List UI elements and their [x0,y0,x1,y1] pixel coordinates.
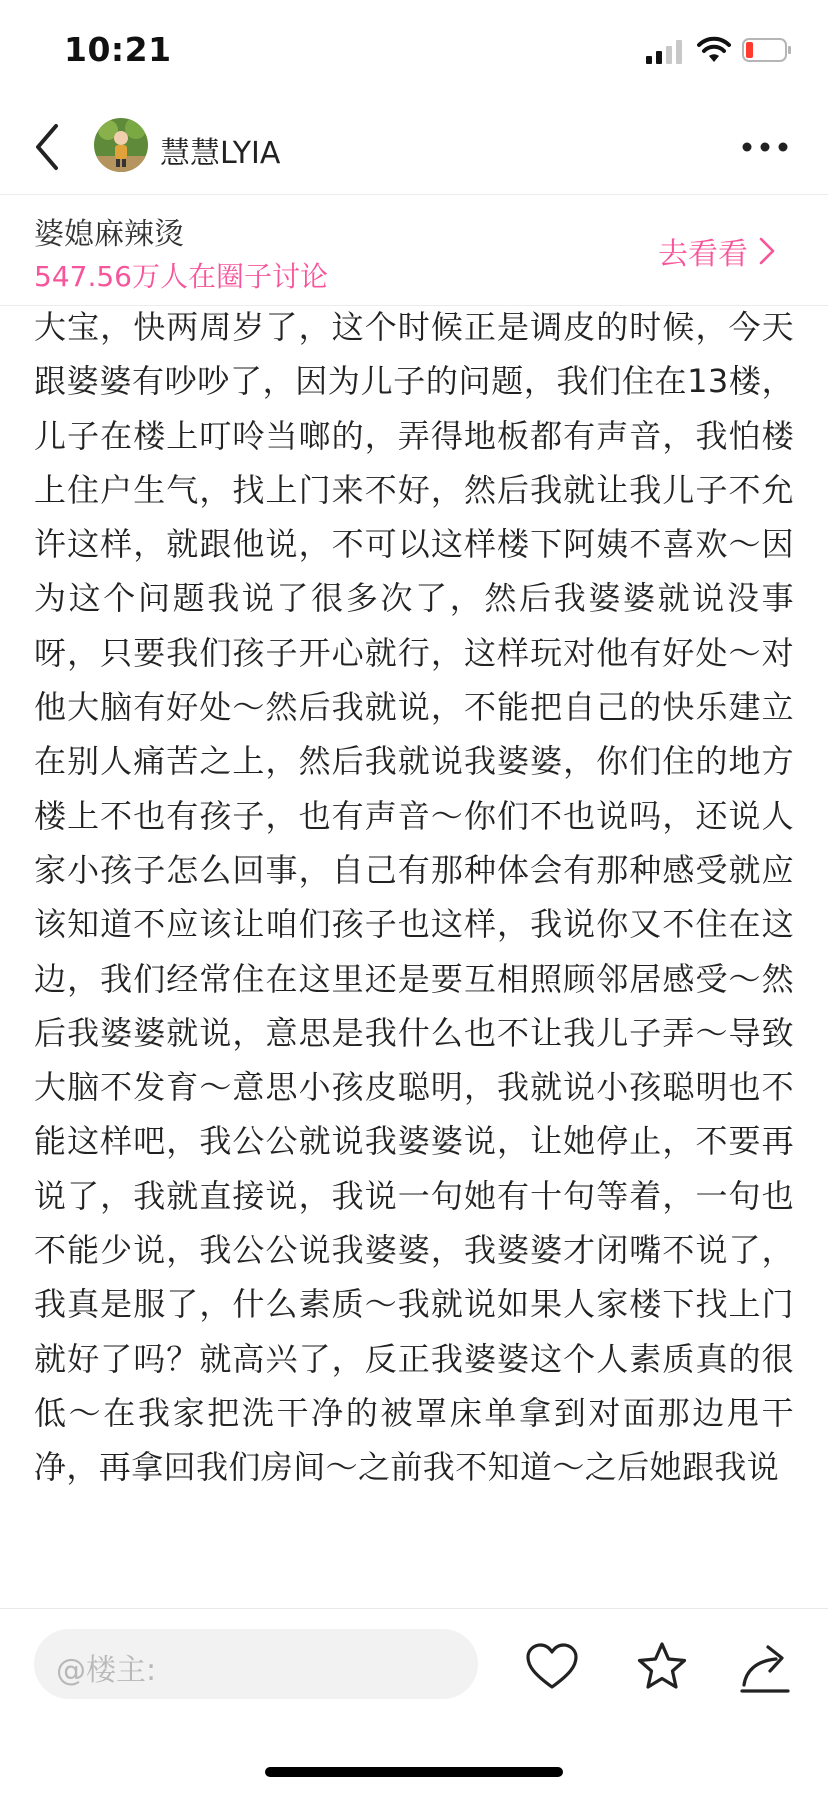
chevron-right-icon [758,236,776,266]
nav-header [0,100,828,195]
circle-banner[interactable] [0,195,828,306]
bottom-action-bar [0,1608,828,1794]
heart-icon[interactable] [524,1639,580,1695]
more-icon[interactable] [740,140,790,154]
username[interactable]: 慧慧LYIA [160,136,281,171]
avatar[interactable] [94,118,148,172]
post-body [34,300,794,1608]
home-indicator [265,1767,563,1777]
back-icon[interactable] [32,122,62,172]
reply-input[interactable] [34,1629,478,1699]
battery-low-icon [742,38,792,62]
reply-placeholder: @楼主: [56,1653,157,1688]
share-icon[interactable] [736,1639,792,1695]
post-text: 大宝，快两周岁了，这个时候正是调皮的时候，今天跟婆婆有吵吵了，因为儿子的问题，我们住在13楼，儿子在楼上叮呤当啷的，弄得地板都有声音，我怕楼上住户生气，找上门来不好，然后我就让我儿子不允许这样，就跟他说，不可以这样楼下阿姨不喜欢～因为这个问题我说了很多次了，然后我婆婆就说没事呀，只要我们孩子开心就行，这样玩对他有好处～对他大脑有好处～然后我就说，不能把自己的快乐建立在别人痛苦之上，然后我就说我婆婆，你们住的地方楼上不也有孩子，也有声音～你们不也说吗，还说人家小孩子怎么回事，自己有那种体会有那种感受就应该知道不应该让咱们孩子也这样，我说你又不住在这边，我们经常住在这里还是要互相照顾邻居感受～然后我婆婆就说，意思是我什么也不让我儿子弄～导致大脑不发育～意思小孩皮聪明，我就说小孩聪明也不能这样吧，我公公就说我婆婆说，让她停止，不要再说了，我就直接说，我说一句她有十句等着，一句也不能少说，我公公说我婆婆，我婆婆才闭嘴不说了，我真是服了，什么素质～我就说如果人家楼下找上门就好了吗？就高兴了，反正我婆婆这个人素质真的很低～在我家把洗干净的被罩床单拿到对面那边甩干净，再拿回我们房间～之前我不知道～之后她跟我说 [34,308,794,1487]
cellular-signal-icon [646,40,686,64]
status-bar [0,0,828,100]
avatar-image [94,118,148,172]
circle-title: 婆媳麻辣烫 [34,217,184,252]
go-see-button[interactable] [658,229,776,273]
circle-member-count: 547.56万人在圈子讨论 [34,260,328,293]
wifi-icon [697,36,731,64]
go-see-label: 去看看 [658,237,748,272]
status-time: 10:21 [64,30,172,69]
star-icon[interactable] [634,1639,690,1695]
